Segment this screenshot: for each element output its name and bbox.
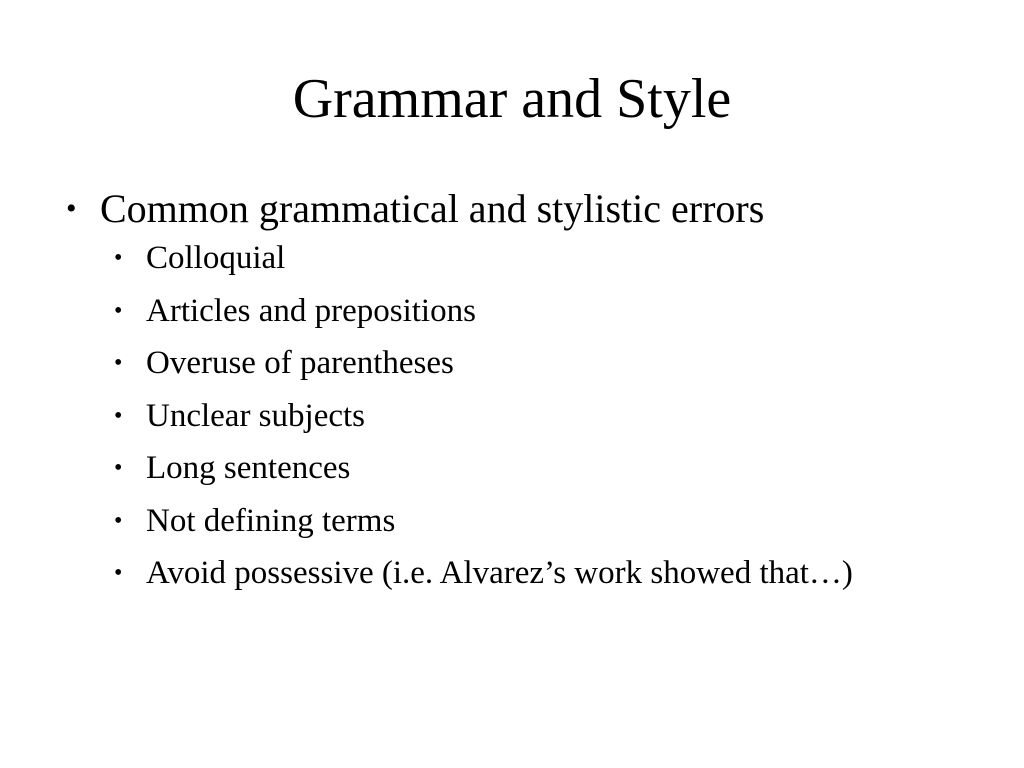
sub-bullet-text: Unclear subjects [146, 397, 365, 434]
sub-bullet-item [100, 291, 944, 331]
sub-bullet-item [100, 501, 944, 541]
sub-bullet-item [100, 553, 944, 593]
sub-bullet-list [100, 238, 944, 593]
bullet-icon: • [114, 560, 123, 586]
sub-bullet-text: Not defining terms [146, 502, 396, 539]
sub-bullet-text: Overuse of parentheses [146, 345, 454, 381]
main-bullet-text: Common grammatical and stylistic errors [100, 186, 765, 231]
slide-title: Grammar and Style [292, 68, 732, 130]
main-bullet-item [64, 184, 944, 593]
sub-bullet-item [100, 238, 944, 278]
bullet-icon: • [114, 297, 123, 324]
bullet-list [64, 184, 944, 606]
sub-bullet-item [100, 343, 944, 383]
sub-bullet-text: Avoid possessive (i.e. Alvarez’s work showed that…) [146, 555, 853, 591]
bullet-icon: • [114, 402, 123, 429]
sub-bullet-text: Long sentences [146, 450, 351, 486]
sub-bullet-text: Colloquial [146, 240, 286, 276]
sub-bullet-item [100, 448, 944, 488]
sub-bullet-item [100, 396, 944, 436]
sub-bullet-text: Articles and prepositions [146, 292, 476, 329]
bullet-icon: • [66, 192, 77, 225]
bullet-icon: • [114, 507, 123, 534]
bullet-icon: • [114, 245, 123, 271]
bullet-icon: • [114, 350, 123, 376]
bullet-icon: • [114, 455, 123, 481]
